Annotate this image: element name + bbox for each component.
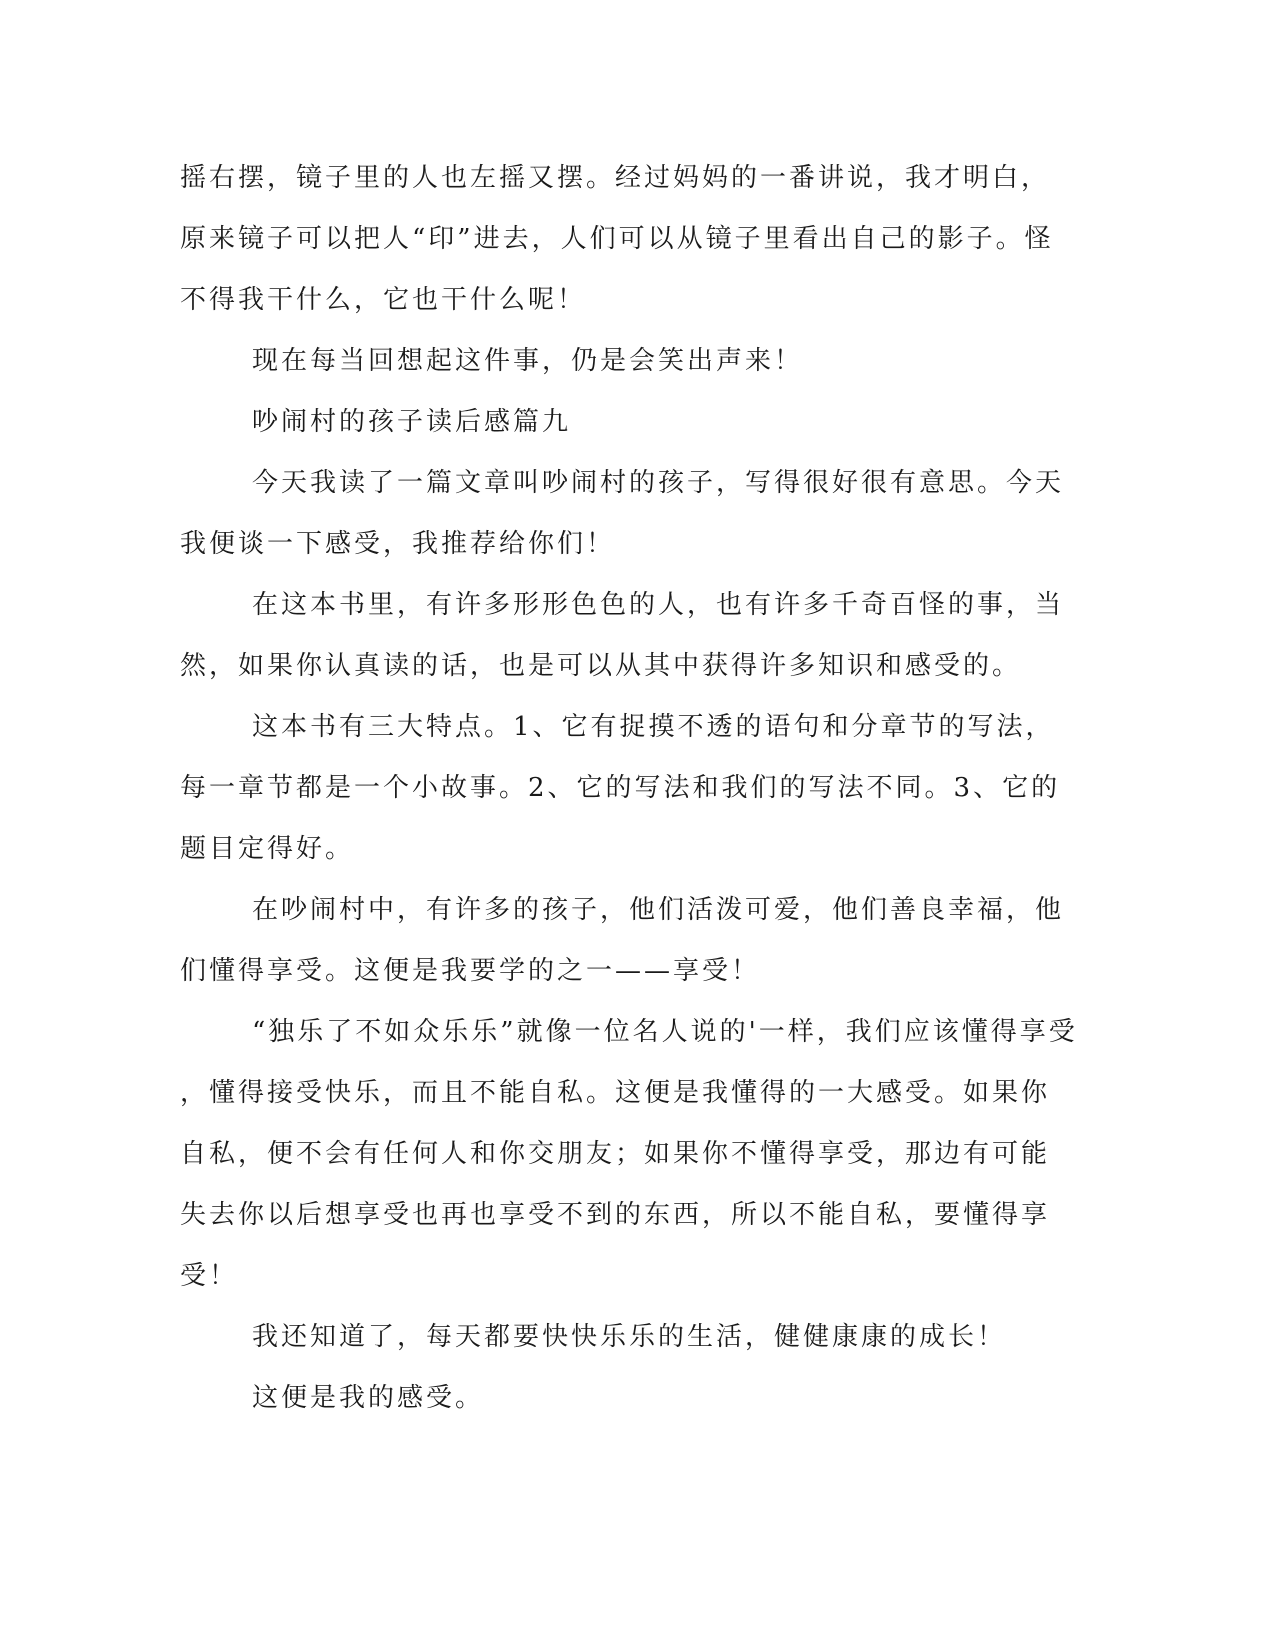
text-line: 不得我干什么，它也干什么呢！: [180, 285, 587, 315]
text-line: 们懂得享受。这便是我要学的之一——享受！: [180, 956, 761, 986]
text-line: 每一章节都是一个小故事。2、它的写法和我们的写法不同。3、它的: [180, 773, 1061, 803]
text-line: 题目定得好。: [180, 834, 355, 864]
section-heading: 吵闹村的孩子读后感篇九: [252, 407, 572, 437]
document-body: [180, 148, 1078, 1429]
text-line: 这本书有三大特点。1、它有捉摸不透的语句和分章节的写法，: [252, 712, 1055, 742]
text-line: 摇右摆，镜子里的人也左摇又摆。经过妈妈的一番讲说，我才明白，: [180, 163, 1051, 193]
text-line: 自私，便不会有任何人和你交朋友；如果你不懂得享受，那边有可能: [180, 1139, 1051, 1169]
text-line: 现在每当回想起这件事，仍是会笑出声来！: [252, 346, 804, 376]
text-line: 然，如果你认真读的话，也是可以从其中获得许多知识和感受的。: [180, 651, 1022, 681]
text-line: 受！: [180, 1261, 239, 1291]
text-line: 这便是我的感受。: [252, 1383, 485, 1413]
text-line: ，懂得接受快乐，而且不能自私。这便是我懂得的一大感受。如果你: [180, 1078, 1051, 1108]
text-line: 今天我读了一篇文章叫吵闹村的孩子，写得很好很有意思。今天: [252, 468, 1065, 498]
text-line: 失去你以后想享受也再也享受不到的东西，所以不能自私，要懂得享: [180, 1200, 1051, 1230]
text-line: 在这本书里，有许多形形色色的人，也有许多千奇百怪的事，当: [252, 590, 1065, 620]
text-line: 我还知道了，每天都要快快乐乐的生活，健健康康的成长！: [252, 1322, 1007, 1352]
text-line: 在吵闹村中，有许多的孩子，他们活泼可爱，他们善良幸福，他: [252, 895, 1065, 925]
text-line: 原来镜子可以把人“印”进去，人们可以从镜子里看出自己的影子。怪: [180, 224, 1054, 254]
text-line: “独乐了不如众乐乐”就像一位名人说的'一样，我们应该懂得享受: [252, 1017, 1078, 1047]
text-line: 我便谈一下感受，我推荐给你们！: [180, 529, 616, 559]
